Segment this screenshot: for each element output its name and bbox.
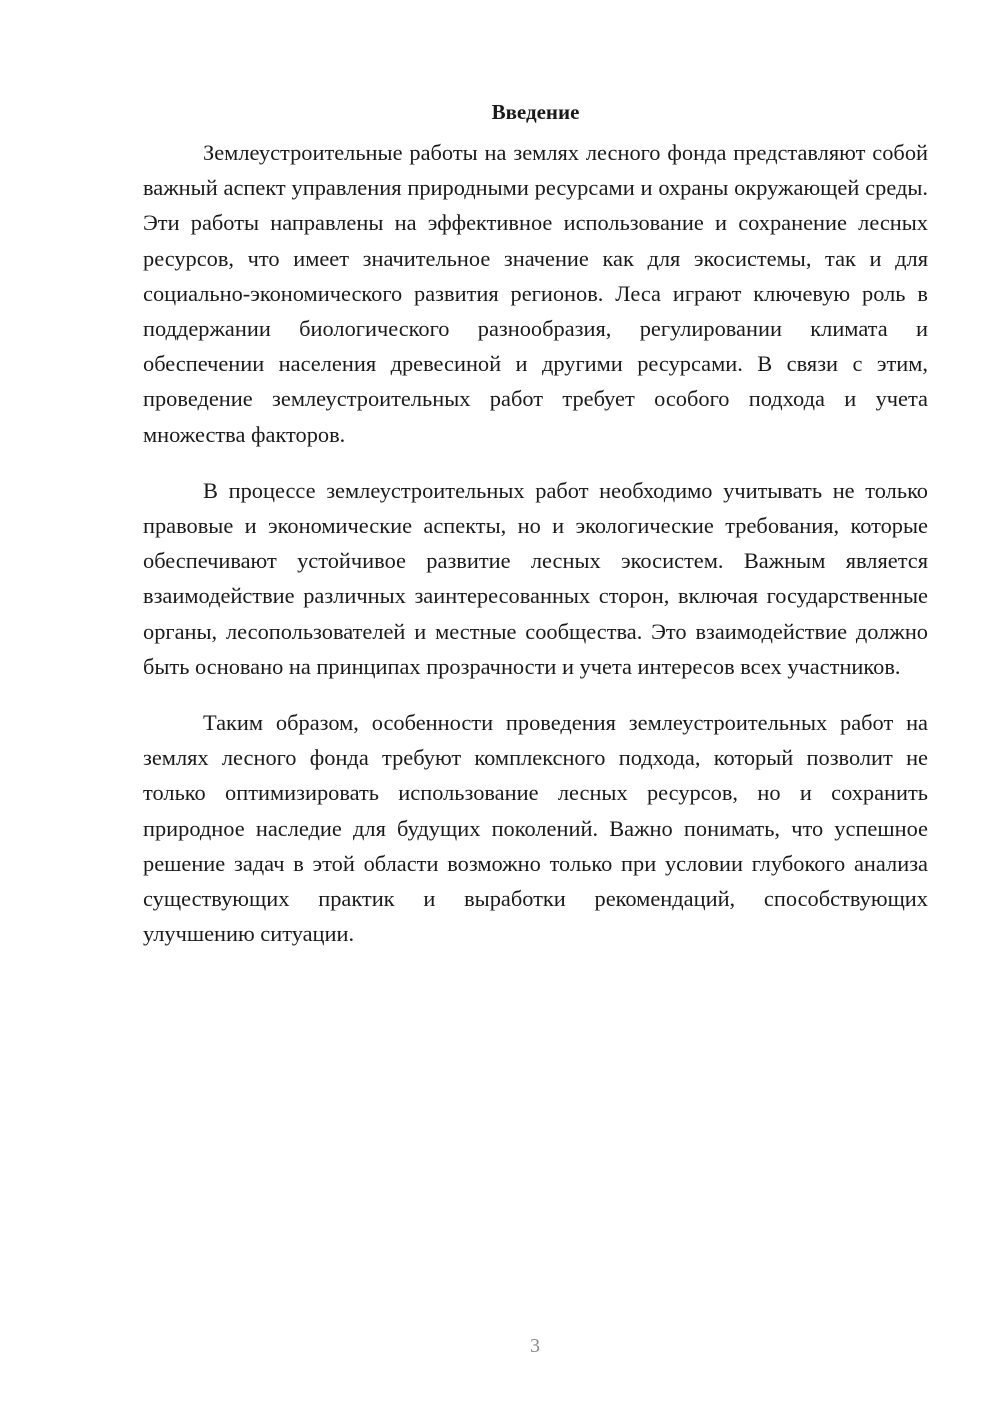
section-heading: Введение — [491, 100, 580, 124]
page-content — [143, 98, 928, 972]
paragraph-3: Таким образом, особенности проведения землеустроительных работ на землях лесного фонда требуют комплексного подхода, который позволит не только оптимизировать использование лесных ресурсов, но и сохранить природное наследие для будущих поколений. Важно понимать, что успешное решение задач в этой области возможно только при условии глубокого анализа существующих практик и выработки рекомендаций, способствующих улучшению ситуации. — [143, 710, 928, 947]
paragraph-2: В процессе землеустроительных работ необходимо учитывать не только правовые и экономические аспекты, но и экологические требования, которые обеспечивают устойчивое развитие лесных экосистем. Важным является взаимодействие различных заинтересованных сторон, включая государственные органы, лесопользователей и местные сообщества. Это взаимодействие должно быть основано на принципах прозрачности и учета интересов всех участников. — [143, 477, 928, 679]
page-number: 3 — [530, 1335, 540, 1357]
paragraph-1: Землеустроительные работы на землях лесного фонда представляют собой важный аспект управления природными ресурсами и охраны окружающей среды. Эти работы направлены на эффективное использование и сохранение лесных ресурсов, что имеет значительное значение как для экосистемы, так и для социально-экономического развития регионов. Леса играют ключевую роль в поддержании биологического разнообразия, регулировании климата и обеспечении населения древесиной и другими ресурсами. В связи с этим, проведение землеустроительных работ требует особого подхода и учета множества факторов. — [143, 140, 928, 447]
